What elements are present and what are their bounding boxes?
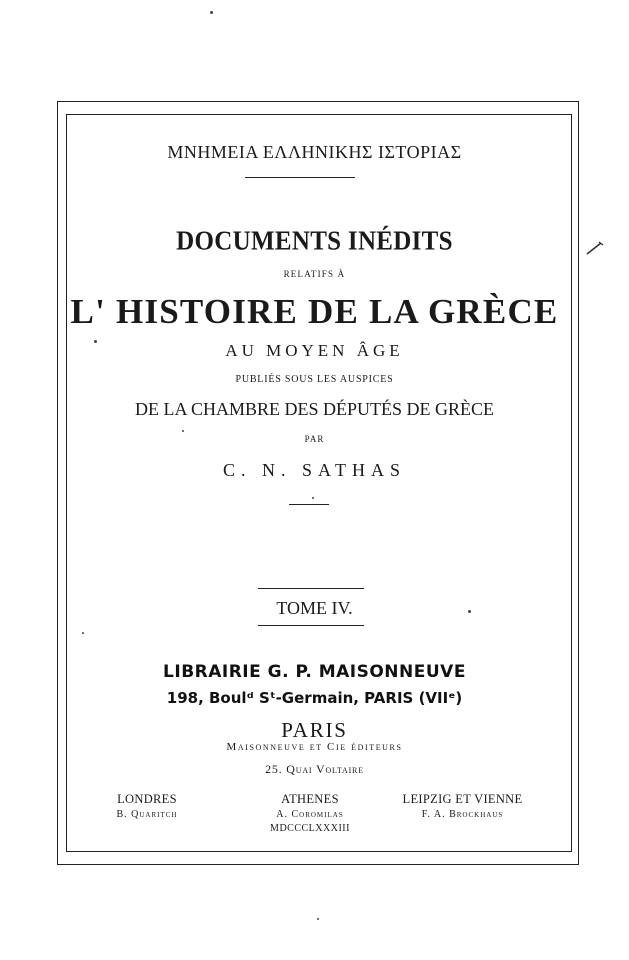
footer-left <box>92 792 202 820</box>
tome-label: TOME IV. <box>276 598 353 618</box>
author-name: C. N. SATHAS <box>222 460 407 480</box>
library-stamp-line2: 198, Boulᵈ Sᵗ-Germain, PARIS (VIIᵉ) <box>166 689 463 707</box>
title-chambre: DE LA CHAMBRE DES DÉPUTÉS DE GRÈCE <box>134 399 494 419</box>
imprint-address: 25. Quai Voltaire <box>265 762 364 776</box>
main-title: L' HISTOIRE DE LA GRÈCE <box>70 292 559 331</box>
speck <box>210 11 213 14</box>
footer-left-city: LONDRES <box>117 792 177 806</box>
imprint-publisher: Maisonneuve et Cie éditeurs <box>226 741 403 753</box>
footer-center-year: MDCCCLXXXIII <box>270 823 350 834</box>
imprint-city: PARIS <box>281 718 348 742</box>
speck <box>468 610 471 613</box>
footer-right-city: LEIPZIG ET VIENNE <box>402 792 523 806</box>
divider <box>245 177 355 178</box>
title-par: PAR <box>304 434 325 444</box>
footer-right <box>395 792 530 820</box>
footer-center <box>245 792 375 834</box>
speck <box>317 918 319 920</box>
divider <box>258 588 364 589</box>
speck <box>82 632 84 634</box>
ink-mark <box>585 240 605 256</box>
divider <box>289 504 329 505</box>
footer-center-city: ATHENES <box>281 792 339 806</box>
speck <box>312 497 314 499</box>
footer-left-publisher: B. Quaritch <box>116 809 178 820</box>
library-stamp-line1: LIBRAIRIE G. P. MAISONNEUVE <box>163 662 466 682</box>
title-relatifs: RELATIFS À <box>283 269 346 279</box>
title-moyen-age: AU MOYEN ÂGE <box>225 341 404 360</box>
greek-series-title: ΜΝΗΜΕΙΑ ΕΛΛΗΝΙΚΗΣ ΙΣΤΟΡΙΑΣ <box>167 142 462 162</box>
title-documents: DOCUMENTS INÉDITS <box>176 226 453 257</box>
footer-center-publisher: A. Coromilas <box>276 809 344 820</box>
title-publies: PUBLIÉS SOUS LES AUSPICES <box>235 374 394 385</box>
speck <box>94 340 97 343</box>
footer-right-publisher: F. A. Brockhaus <box>421 809 504 820</box>
divider <box>258 625 364 626</box>
speck <box>182 430 184 432</box>
